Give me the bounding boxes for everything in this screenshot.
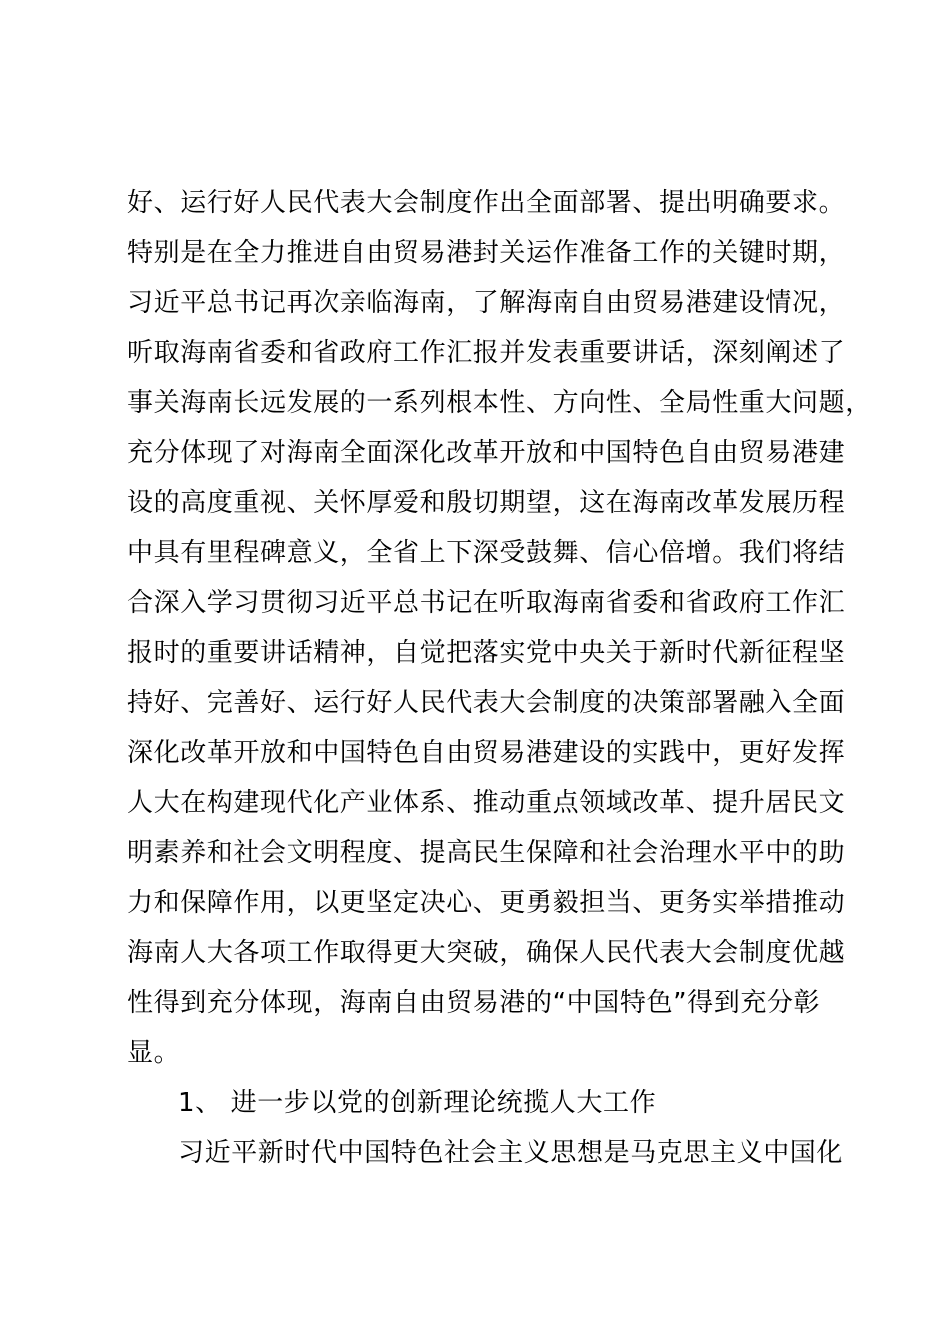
- body-text-line: 性得到充分体现，海南自由贸易港的“中国特色”得到充分彰: [127, 988, 821, 1018]
- body-text-line: 好、运行好人民代表大会制度作出全面部署、提出明确要求。: [127, 188, 846, 218]
- body-text-line: 设的高度重视、关怀厚爱和殷切期望，这在海南改革发展历程: [127, 488, 846, 518]
- body-text-line: 特别是在全力推进自由贸易港封关运作准备工作的关键时期，: [127, 238, 846, 268]
- body-text-line: 中具有里程碑意义，全省上下深受鼓舞、信心倍增。我们将结: [127, 538, 846, 568]
- body-text-line: 习近平新时代中国特色社会主义思想是马克思主义中国化: [178, 1138, 844, 1168]
- body-text-line: 听取海南省委和省政府工作汇报并发表重要讲话，深刻阐述了: [127, 338, 846, 368]
- body-text-line: 事关海南长远发展的一系列根本性、方向性、全局性重大问题，: [127, 388, 872, 418]
- body-text-line: 力和保障作用，以更坚定决心、更勇毅担当、更务实举措推动: [127, 888, 846, 918]
- body-text-line: 报时的重要讲话精神，自觉把落实党中央关于新时代新征程坚: [127, 638, 846, 668]
- body-text-line: 显。: [127, 1038, 181, 1068]
- body-text-line: 深化改革开放和中国特色自由贸易港建设的实践中，更好发挥: [127, 738, 846, 768]
- body-text-line: 人大在构建现代化产业体系、推动重点领域改革、提升居民文: [127, 788, 846, 818]
- body-text-line: 明素养和社会文明程度、提高民生保障和社会治理水平中的助: [127, 838, 846, 868]
- body-text-line: 充分体现了对海南全面深化改革开放和中国特色自由贸易港建: [127, 438, 846, 468]
- body-text-line: 习近平总书记再次亲临海南，了解海南自由贸易港建设情况，: [127, 288, 846, 318]
- body-text-line: 持好、完善好、运行好人民代表大会制度的决策部署融入全面: [127, 688, 846, 718]
- section-heading: 1、 进一步以党的创新理论统揽人大工作: [178, 1088, 657, 1118]
- body-text-line: 合深入学习贯彻习近平总书记在听取海南省委和省政府工作汇: [127, 588, 846, 618]
- body-text-line: 海南人大各项工作取得更大突破，确保人民代表大会制度优越: [127, 938, 846, 968]
